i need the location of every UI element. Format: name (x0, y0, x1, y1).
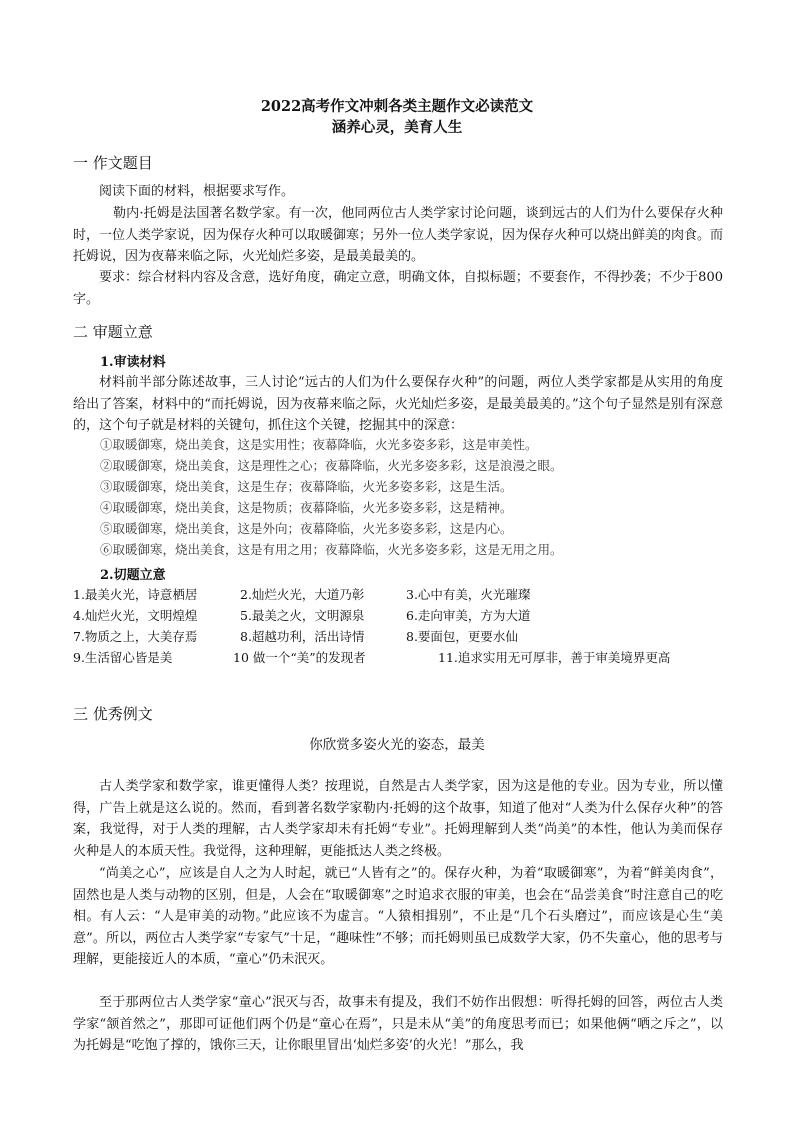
analysis-paragraph: 材料前半部分陈述故事，三人讨论“远古的人们为什么要保存火种”的问题，两位人类学家都是从实用的角度给出了答案，材料中的“而托姆说，因为夜幕来临之际，火光灿烂多姿，是最美最美的。”这个句子显然是别有深意的，这个句子就是材料的关键句，抓住这个关键，挖掘其中的深意： (73, 375, 723, 433)
section-heading-examples: 三 优秀例文 (73, 705, 153, 723)
essay-paragraph: “尚美之心”，应该是自人之为人时起，就已“人皆有之”的。保存火种，为着“取暖御寒”，为着“鲜美肉食”，固然也是人类与动物的区别，但是，人会在“取暖御寒”之时追求衣服的审美，也会在“品尝美食”时注意自己的吃相。有人云：“人是审美的动物。”此应该不为虚言。“人猿相揖别”，不止是“几个石头磨过”，而应该是心生“美意”。所以，两位古人类学家“专家气”十足，“趣味性”不够；而托姆则虽已成数学大家，仍不失童心，他的思考与理解，更能接近人的本质，“童心”仍未泯灭。 (73, 866, 723, 967)
section-heading-topic: 一 作文题目 (73, 154, 153, 172)
title-idea: 9.生活留心皆是美 (73, 650, 173, 665)
analysis-point: ③取暖御寒，烧出美食，这是生存；夜幕降临，火光多姿多彩，这是生活。 (100, 479, 513, 494)
document-title: 2022高考作文冲刺各类主题作文必读范文 (260, 98, 534, 115)
section-heading-analysis: 二 审题立意 (73, 323, 153, 341)
title-idea: 11.追求实用无可厚非，善于审美境界更高 (438, 650, 671, 665)
analysis-point: ⑤取暖御寒，烧出美食，这是外向；夜幕降临，火光多姿多彩，这是内心。 (100, 521, 513, 536)
subheading-material-reading: 1.审读材料 (100, 355, 166, 370)
essay-title: 你欣赏多姿火光的姿态，最美 (309, 737, 485, 753)
topic-requirement: 要求：综合材料内容及含意，选好角度，确定立意，明确文体，自拟标题；不要套作，不得抄袭；不少于800字。 (73, 270, 723, 307)
analysis-point: ④取暖御寒，烧出美食，这是物质；夜幕降临，火光多姿多彩，这是精神。 (100, 500, 513, 515)
document-subtitle: 涵养心灵，美育人生 (331, 119, 463, 136)
analysis-point: ⑥取暖御寒，烧出美食，这是有用之用；夜幕降临，火光多姿多彩，这是无用之用。 (100, 542, 563, 557)
essay-paragraph: 至于那两位古人类学家“童心”泯灭与否，故事未有提及，我们不妨作出假想：听得托姆的回答，两位古人类学家“颔首然之”，那即可证他们两个仍是“童心在焉”，只是未从“美”的角度思考而已；如果他俩“哂之斥之”，以为托姆是“吃饱了撑的，饿你三天，让你眼里冒出‘灿烂多姿’的火光！”那么，我 (73, 995, 723, 1053)
topic-material: 勒内·托姆是法国著名数学家。有一次，他同两位古人类学家讨论问题，谈到远古的人们为什么要保存火种时，一位人类学家说，因为保存火种可以取暖御寒；另外一位人类学家说，因为保存火种可以烧出鲜美的肉食。而托姆说，因为夜幕来临之际，火光灿烂多姿，是最美最美的。 (73, 206, 724, 264)
title-idea: 1.最美火光，诗意栖居 (73, 587, 198, 602)
title-idea: 2.灿烂火光，大道乃彰 (240, 587, 365, 602)
topic-intro: 阅读下面的材料，根据要求写作。 (99, 184, 295, 199)
essay-paragraph: 古人类学家和数学家，谁更懂得人类？按理说，自然是古人类学家，因为这是他的专业。因为专业，所以懂得，广告上就是这么说的。然而，看到著名数学家勒内·托姆的这个故事，知道了他对“人类为什么保存火种”的答案，我觉得，对于人类的理解，古人类学家却未有托姆“专业”。托姆理解到人类“尚美”的本性，他认为美而保存火种是人的本质天性。我觉得，这种理解，更能抵达人类之终极。 (73, 779, 723, 859)
title-idea: 8.超越功利，活出诗情 (240, 629, 365, 644)
analysis-point: ①取暖御寒，烧出美食，这是实用性；夜幕降临，火光多姿多彩，这是审美性。 (100, 437, 538, 452)
title-idea: 5.最美之火，文明源泉 (240, 608, 365, 623)
title-idea: 10 做一个“美”的发现者 (233, 650, 366, 665)
title-idea: 3.心中有美，火光璀璨 (406, 587, 531, 602)
subheading-title-ideas: 2.切题立意 (100, 568, 166, 583)
analysis-point: ②取暖御寒，烧出美食，这是理性之心；夜幕降临，火光多姿多彩，这是浪漫之眼。 (100, 458, 563, 473)
title-idea: 4.灿烂火光，文明煌煌 (73, 608, 198, 623)
title-idea: 6.走向审美，方为大道 (406, 608, 531, 623)
title-idea: 7.物质之上，大美存焉 (73, 629, 198, 644)
title-idea: 8.要面包，更要水仙 (406, 629, 518, 644)
